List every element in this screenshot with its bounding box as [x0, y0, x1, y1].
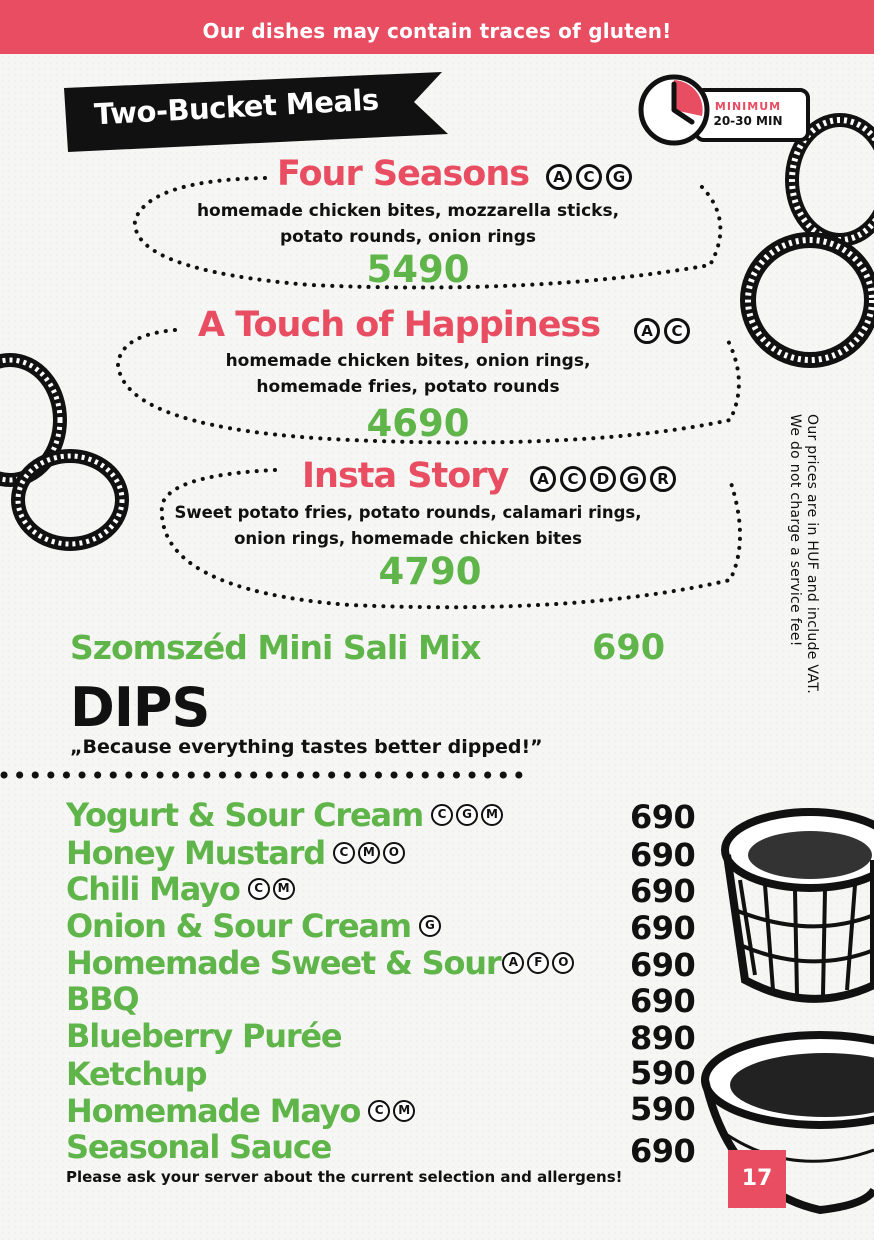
allergen-footer-note: Please ask your server about the current selection and allergens! [66, 1168, 623, 1186]
dip-price: 690 [630, 872, 696, 910]
gluten-notice-text: Our dishes may contain traces of gluten! [202, 19, 672, 43]
dip-price: 690 [630, 909, 696, 947]
meal-name: Insta Story [302, 456, 509, 496]
allergen-icon: G [620, 466, 646, 492]
allergen-icon: A [530, 466, 556, 492]
dip-allergens [368, 1100, 415, 1122]
dip-name: Ketchup [66, 1055, 207, 1093]
gluten-notice-bar [0, 0, 874, 54]
allergen-icon: R [650, 466, 676, 492]
allergen-icon: D [590, 466, 616, 492]
dip-item [66, 1092, 415, 1130]
allergen-icon: O [383, 842, 405, 864]
dip-item [66, 1055, 206, 1093]
service-fee-line: We do not charge a service fee! [787, 414, 803, 647]
mini-sali-price: 690 [592, 628, 666, 668]
allergen-icon: A [502, 952, 524, 974]
dip-item [66, 980, 138, 1018]
meal-name: Four Seasons [277, 154, 530, 194]
section-title: Two-Bucket Meals [93, 82, 380, 132]
dip-name: Chili Mayo [66, 870, 240, 908]
allergen-icon: G [419, 915, 441, 937]
page-number: 17 [728, 1150, 786, 1208]
meal-price: 4690 [366, 402, 470, 445]
dip-name: Blueberry Purée [66, 1017, 342, 1055]
dip-price: 690 [630, 836, 696, 874]
meal-description [158, 198, 658, 250]
dip-item [66, 1017, 341, 1055]
meal-description [158, 500, 658, 552]
allergen-icon: C [368, 1100, 390, 1122]
timer-label [708, 100, 788, 128]
dip-item [66, 944, 574, 982]
dip-price: 690 [630, 1132, 696, 1170]
dip-name: Honey Mustard [66, 834, 325, 872]
meal-name: A Touch of Happiness [198, 305, 601, 345]
dip-price: 590 [630, 1090, 696, 1128]
allergen-icon: M [393, 1100, 415, 1122]
dips-subtitle: „Because everything tastes better dipped!” [70, 736, 543, 758]
dip-item [66, 870, 295, 908]
dip-allergens [248, 878, 295, 900]
timer-label-minimum: MINIMUM [714, 100, 782, 113]
timer-label-range: 20-30 MIN [713, 114, 783, 128]
dip-item [66, 834, 405, 872]
meal-price: 5490 [366, 248, 470, 291]
price-info-line: Our prices are in HUF and include VAT. [804, 414, 820, 695]
dip-allergens [502, 952, 574, 974]
meal-description-line: onion rings, homemade chicken bites [234, 529, 582, 548]
dip-item [66, 907, 441, 945]
allergen-icon: C [248, 878, 270, 900]
meal-description [158, 348, 658, 400]
price-info-note [780, 414, 820, 744]
meal-description-line: potato rounds, onion rings [279, 227, 536, 247]
dip-name: Homemade Mayo [66, 1092, 361, 1130]
allergen-icon: C [664, 318, 690, 344]
dip-name: Seasonal Sauce [66, 1128, 332, 1166]
dip-price: 690 [630, 946, 696, 984]
allergen-icon: G [456, 804, 478, 826]
meal-description-line: homemade chicken bites, mozzarella sticks, [196, 201, 620, 221]
meal-allergens [530, 466, 676, 492]
dip-name: BBQ [66, 980, 139, 1018]
allergen-icon: C [431, 804, 453, 826]
dip-allergens [333, 842, 405, 864]
dip-price: 890 [630, 1019, 696, 1057]
dip-price: 690 [630, 798, 696, 836]
allergen-icon: A [546, 164, 572, 190]
dip-price: 590 [630, 1054, 696, 1092]
dip-name: Yogurt & Sour Cream [66, 796, 424, 834]
dotted-divider [0, 768, 540, 782]
price-info-text [786, 414, 820, 694]
dip-name: Homemade Sweet & Sour [66, 944, 501, 982]
allergen-icon: C [333, 842, 355, 864]
dip-name: Onion & Sour Cream [66, 907, 411, 945]
dip-item [66, 1128, 331, 1166]
dip-cup-illustration [715, 800, 874, 1010]
dip-item [66, 796, 503, 834]
allergen-icon: C [560, 466, 586, 492]
allergen-icon: F [527, 952, 549, 974]
allergen-icon: O [552, 952, 574, 974]
allergen-icon: A [634, 318, 660, 344]
meal-price: 4790 [378, 550, 482, 593]
dip-allergens [419, 915, 441, 937]
allergen-icon: M [481, 804, 503, 826]
meal-description-line: Sweet potato fries, potato rounds, calamari rings, [174, 503, 642, 522]
allergen-icon: G [606, 164, 632, 190]
allergen-icon: M [273, 878, 295, 900]
meal-allergens [546, 164, 632, 190]
meal-description-line: homemade fries, potato rounds [256, 377, 560, 397]
dips-title: DIPS [70, 676, 210, 739]
meal-allergens [634, 318, 690, 344]
dip-price: 690 [630, 982, 696, 1020]
mini-sali-name: Szomszéd Mini Sali Mix [70, 628, 481, 667]
allergen-icon: C [576, 164, 602, 190]
meal-description-line: homemade chicken bites, onion rings, [225, 351, 591, 371]
dip-allergens [431, 804, 503, 826]
allergen-icon: M [358, 842, 380, 864]
